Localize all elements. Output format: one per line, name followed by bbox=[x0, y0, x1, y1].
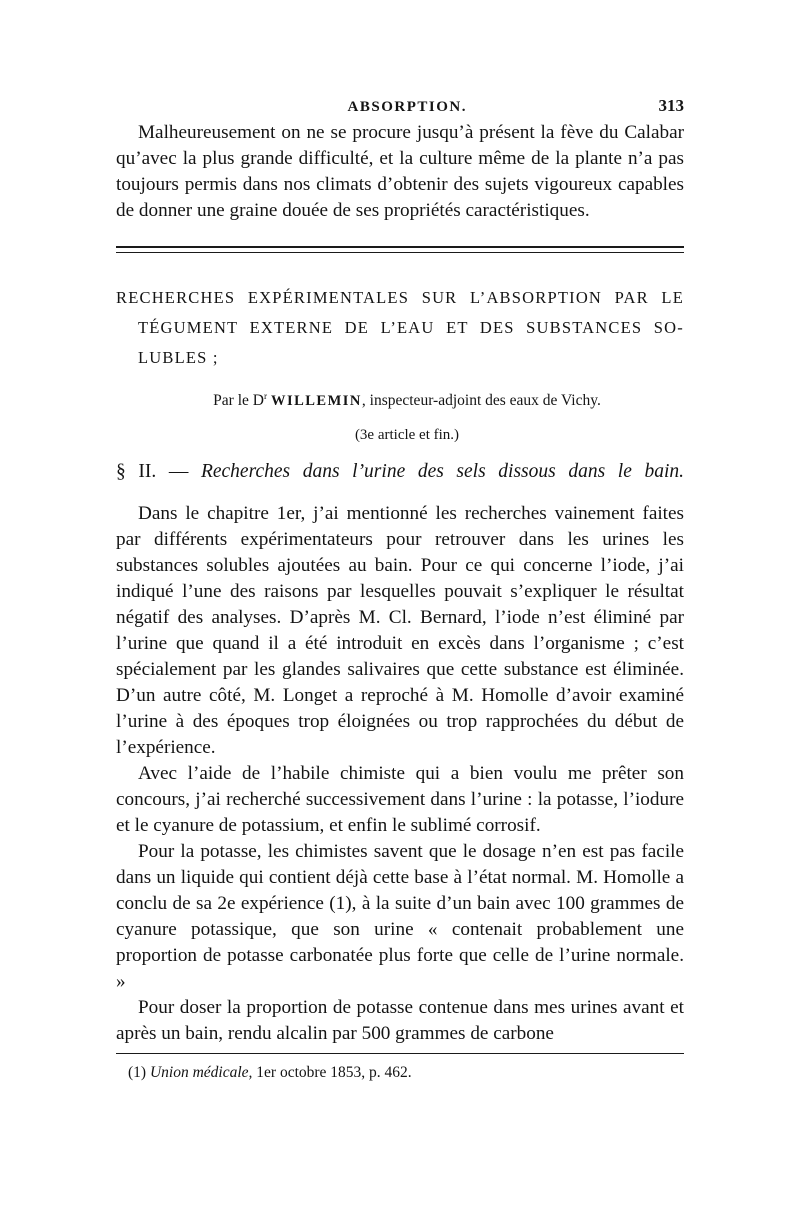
continued-paragraph: Malheureusement on ne se procure jusqu’à présent la fève du Calabar qu’avec la plus grande difficulté, et la culture même de la plante n’a pas toujours permis dans nos climats d’obtenir des sujets vigoureux capables de donner une graine douée de ses propriétés caractéristiques. bbox=[116, 122, 684, 221]
footnote-detail: 1er octobre 1853, p. 462. bbox=[256, 1064, 412, 1081]
footnote-marker: (1) bbox=[128, 1064, 147, 1081]
section-number: § II. — bbox=[116, 461, 189, 482]
paragraph-1: Dans le chapitre 1er, j’ai mentionné les recherches vainement faites par différents expérimentateurs pour retrouver dans les urines les substances solubles ajoutées au bain. Pour ce qui concerne l’iode, j’ai indiqué l’une des raisons par lesquelles pouvait s’expliquer le résultat négatif des analyses. D’après M. Cl. Bernard, l’iode n’est éliminé par l’urine que quand il a été introduit en excès dans l’organisme ; c’est spécialement par les glandes salivaires que cette substance est éliminée. D’un autre côté, M. Longet a reproché à M. Homolle d’avoir examiné l’urine à des époques trop éloignées ou trop rapprochées du début de l’expérience. bbox=[116, 503, 684, 758]
running-head-title: ABSORPTION. bbox=[347, 99, 467, 115]
page-number: 313 bbox=[658, 96, 684, 115]
article-title-line-3: LUBLES ; bbox=[138, 348, 219, 367]
paragraph-4: Pour doser la proportion de potasse contenue dans mes urines avant et après un bain, rendu alcalin par 500 grammes de carbone bbox=[116, 997, 684, 1044]
section-title: Recherches dans l’urine des sels dissous dans le bain. bbox=[200, 461, 684, 482]
footnote bbox=[116, 1062, 684, 1084]
paragraph-2: Avec l’aide de l’habile chimiste qui a bien voulu me prêter son concours, j’ai recherché successivement dans l’urine : la potasse, l’iodure et le cyanure de potassium, et enfin le sublimé corrosif. bbox=[116, 763, 684, 836]
author-name: WILLEMIN bbox=[270, 393, 362, 409]
byline-suffix: , inspecteur-adjoint des eaux de Vichy. bbox=[361, 392, 601, 409]
byline bbox=[116, 389, 684, 413]
running-head bbox=[116, 96, 684, 120]
book-page bbox=[116, 96, 684, 1176]
section-heading bbox=[116, 459, 684, 485]
byline-prefix-sup: r bbox=[263, 391, 268, 402]
footnote-journal: Union médicale, bbox=[149, 1064, 253, 1081]
section-divider bbox=[116, 246, 684, 253]
article-title-line-2: TÉGUMENT EXTERNE DE L’EAU ET DES SUBSTANCES SO- bbox=[138, 318, 684, 337]
footnote-rule bbox=[116, 1053, 684, 1054]
byline-prefix: Par le D bbox=[213, 392, 264, 409]
article-title-line-1: RECHERCHES EXPÉRIMENTALES SUR L’ABSORPTION PAR LE bbox=[116, 288, 684, 307]
article-note: (3e article et fin.) bbox=[354, 427, 460, 443]
article-title bbox=[116, 283, 684, 373]
paragraph-3: Pour la potasse, les chimistes savent que le dosage n’en est pas facile dans un liquide qui contient déjà cette base à l’état normal. M. Homolle a conclu de sa 2e expérience (1), à la suite d’un bain avec 100 grammes de cyanure potassique, que son urine « contenait probablement une proportion de potasse carbonatée plus forte que celle de l’urine normale. » bbox=[116, 841, 684, 992]
